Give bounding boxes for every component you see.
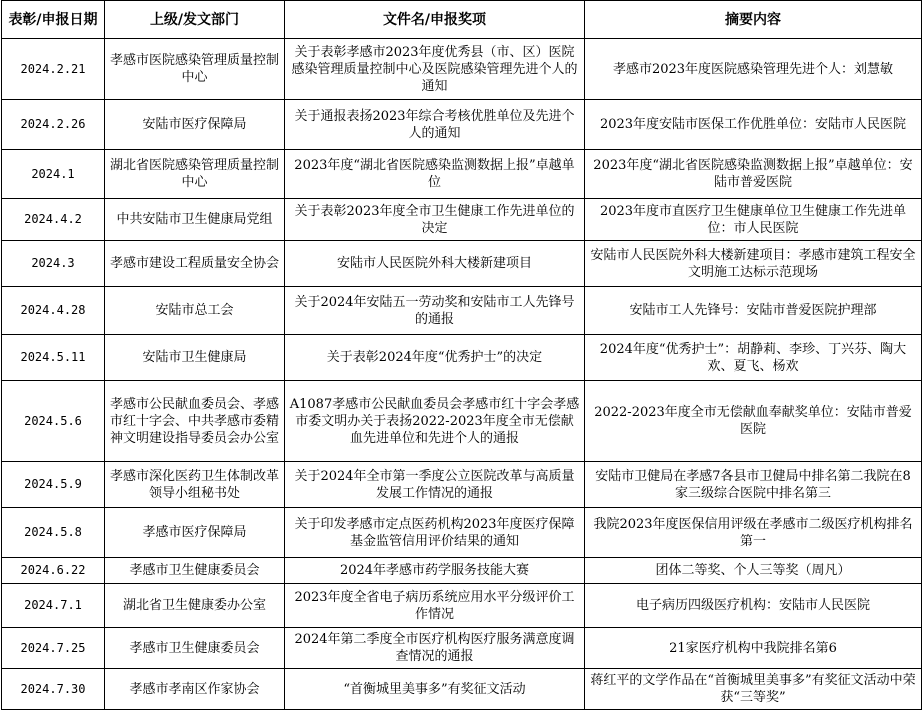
cell-file-name: 2023年度“湖北省医院感染监测数据上报”卓越单位 (285, 150, 585, 199)
cell-summary: 团体二等奖、个人三等奖（周凡） (585, 558, 922, 584)
cell-date: 2024.5.6 (2, 381, 105, 462)
header-row (2, 1, 922, 39)
cell-date: 2024.6.22 (2, 558, 105, 584)
cell-date: 2024.1 (2, 150, 105, 199)
cell-department: 湖北省卫生健康委办公室 (105, 584, 285, 628)
cell-summary: 2024年度“优秀护士”：胡静莉、李珍、丁兴芬、陶大欢、夏飞、杨欢 (585, 335, 922, 381)
cell-department: 安陆市医疗保障局 (105, 100, 285, 150)
cell-file-name: 2024年孝感市药学服务技能大赛 (285, 558, 585, 584)
table-row (2, 100, 922, 150)
cell-summary: 2023年度安陆市医保工作优胜单位：安陆市人民医院 (585, 100, 922, 150)
cell-summary: 21家医疗机构中我院排名第6 (585, 628, 922, 669)
cell-date: 2024.3 (2, 241, 105, 287)
table-row (2, 381, 922, 462)
cell-file-name: 2023年度全省电子病历系统应用水平分级评价工作情况 (285, 584, 585, 628)
table-row (2, 287, 922, 335)
cell-file-name: 2024年第二季度全市医疗机构医疗服务满意度调查情况的通报 (285, 628, 585, 669)
table-row (2, 241, 922, 287)
cell-department: 中共安陆市卫生健康局党组 (105, 199, 285, 241)
header-department: 上级/发文部门 (105, 1, 285, 39)
cell-date: 2024.5.8 (2, 508, 105, 558)
cell-summary: 安陆市卫健局在孝感7各县市卫健局中排名第二我院在8家三级综合医院中排名第三 (585, 462, 922, 508)
cell-summary: 我院2023年度医保信用评级在孝感市二级医疗机构排名第一 (585, 508, 922, 558)
cell-file-name: 关于表彰孝感市2023年度优秀县（市、区）医院感染管理质量控制中心及医院感染管理先进个人的通知 (285, 39, 585, 100)
cell-summary: 安陆市人民医院外科大楼新建项目：孝感市建筑工程安全文明施工达标示范现场 (585, 241, 922, 287)
cell-department: 孝感市公民献血委员会、孝感市红十字会、中共孝感市委精神文明建设指导委员会办公室 (105, 381, 285, 462)
cell-department: 安陆市卫生健康局 (105, 335, 285, 381)
cell-file-name: 关于表彰2023年度全市卫生健康工作先进单位的决定 (285, 199, 585, 241)
cell-summary: 2023年度“湖北省医院感染监测数据上报”卓越单位：安陆市普爱医院 (585, 150, 922, 199)
table-row (2, 39, 922, 100)
cell-summary: 2022-2023年度全市无偿献血奉献奖单位：安陆市普爱医院 (585, 381, 922, 462)
cell-department: 孝感市卫生健康委员会 (105, 558, 285, 584)
cell-date: 2024.4.2 (2, 199, 105, 241)
cell-file-name: 关于通报表扬2023年综合考核优胜单位及先进个人的通知 (285, 100, 585, 150)
table-body (2, 39, 922, 710)
cell-file-name: 安陆市人民医院外科大楼新建项目 (285, 241, 585, 287)
cell-file-name: 关于印发孝感市定点医药机构2023年度医疗保障基金监管信用评价结果的通知 (285, 508, 585, 558)
cell-department: 孝感市深化医药卫生体制改革领导小组秘书处 (105, 462, 285, 508)
table-row (2, 584, 922, 628)
cell-file-name: 关于2024年全市第一季度公立医院改革与高质量发展工作情况的通报 (285, 462, 585, 508)
cell-department: 孝感市医疗保障局 (105, 508, 285, 558)
cell-date: 2024.7.1 (2, 584, 105, 628)
cell-date: 2024.2.21 (2, 39, 105, 100)
header-summary: 摘要内容 (585, 1, 922, 39)
table-row (2, 462, 922, 508)
table-row (2, 628, 922, 669)
cell-department: 孝感市孝南区作家协会 (105, 669, 285, 710)
cell-file-name: 关于表彰2024年度“优秀护士”的决定 (285, 335, 585, 381)
cell-summary: 2023年度市直医疗卫生健康单位卫生健康工作先进单位：市人民医院 (585, 199, 922, 241)
cell-department: 孝感市卫生健康委员会 (105, 628, 285, 669)
cell-department: 安陆市总工会 (105, 287, 285, 335)
table-row (2, 199, 922, 241)
table-row (2, 508, 922, 558)
cell-date: 2024.7.30 (2, 669, 105, 710)
header-date: 表彰/申报日期 (2, 1, 105, 39)
cell-department: 湖北省医院感染管理质量控制中心 (105, 150, 285, 199)
cell-department: 孝感市建设工程质量安全协会 (105, 241, 285, 287)
table-row (2, 669, 922, 710)
cell-summary: 蒋红平的文学作品在“首衡城里美事多”有奖征文活动中荣获“三等奖” (585, 669, 922, 710)
table-row (2, 335, 922, 381)
cell-file-name: “首衡城里美事多”有奖征文活动 (285, 669, 585, 710)
cell-file-name: A1087孝感市公民献血委员会孝感市红十字会孝感市委文明办关于表扬2022-2023年度全市无偿献血先进单位和先进个人的通报 (285, 381, 585, 462)
awards-table (1, 0, 922, 710)
cell-department: 孝感市医院感染管理质量控制中心 (105, 39, 285, 100)
table-header (2, 1, 922, 39)
cell-date: 2024.7.25 (2, 628, 105, 669)
header-file-name: 文件名/申报奖项 (285, 1, 585, 39)
cell-summary: 电子病历四级医疗机构：安陆市人民医院 (585, 584, 922, 628)
cell-file-name: 关于2024年安陆五一劳动奖和安陆市工人先锋号的通报 (285, 287, 585, 335)
cell-date: 2024.5.11 (2, 335, 105, 381)
table-row (2, 558, 922, 584)
cell-date: 2024.5.9 (2, 462, 105, 508)
cell-date: 2024.2.26 (2, 100, 105, 150)
table-row (2, 150, 922, 199)
cell-summary: 孝感市2023年度医院感染管理先进个人：刘慧敏 (585, 39, 922, 100)
cell-summary: 安陆市工人先锋号：安陆市普爱医院护理部 (585, 287, 922, 335)
cell-date: 2024.4.28 (2, 287, 105, 335)
